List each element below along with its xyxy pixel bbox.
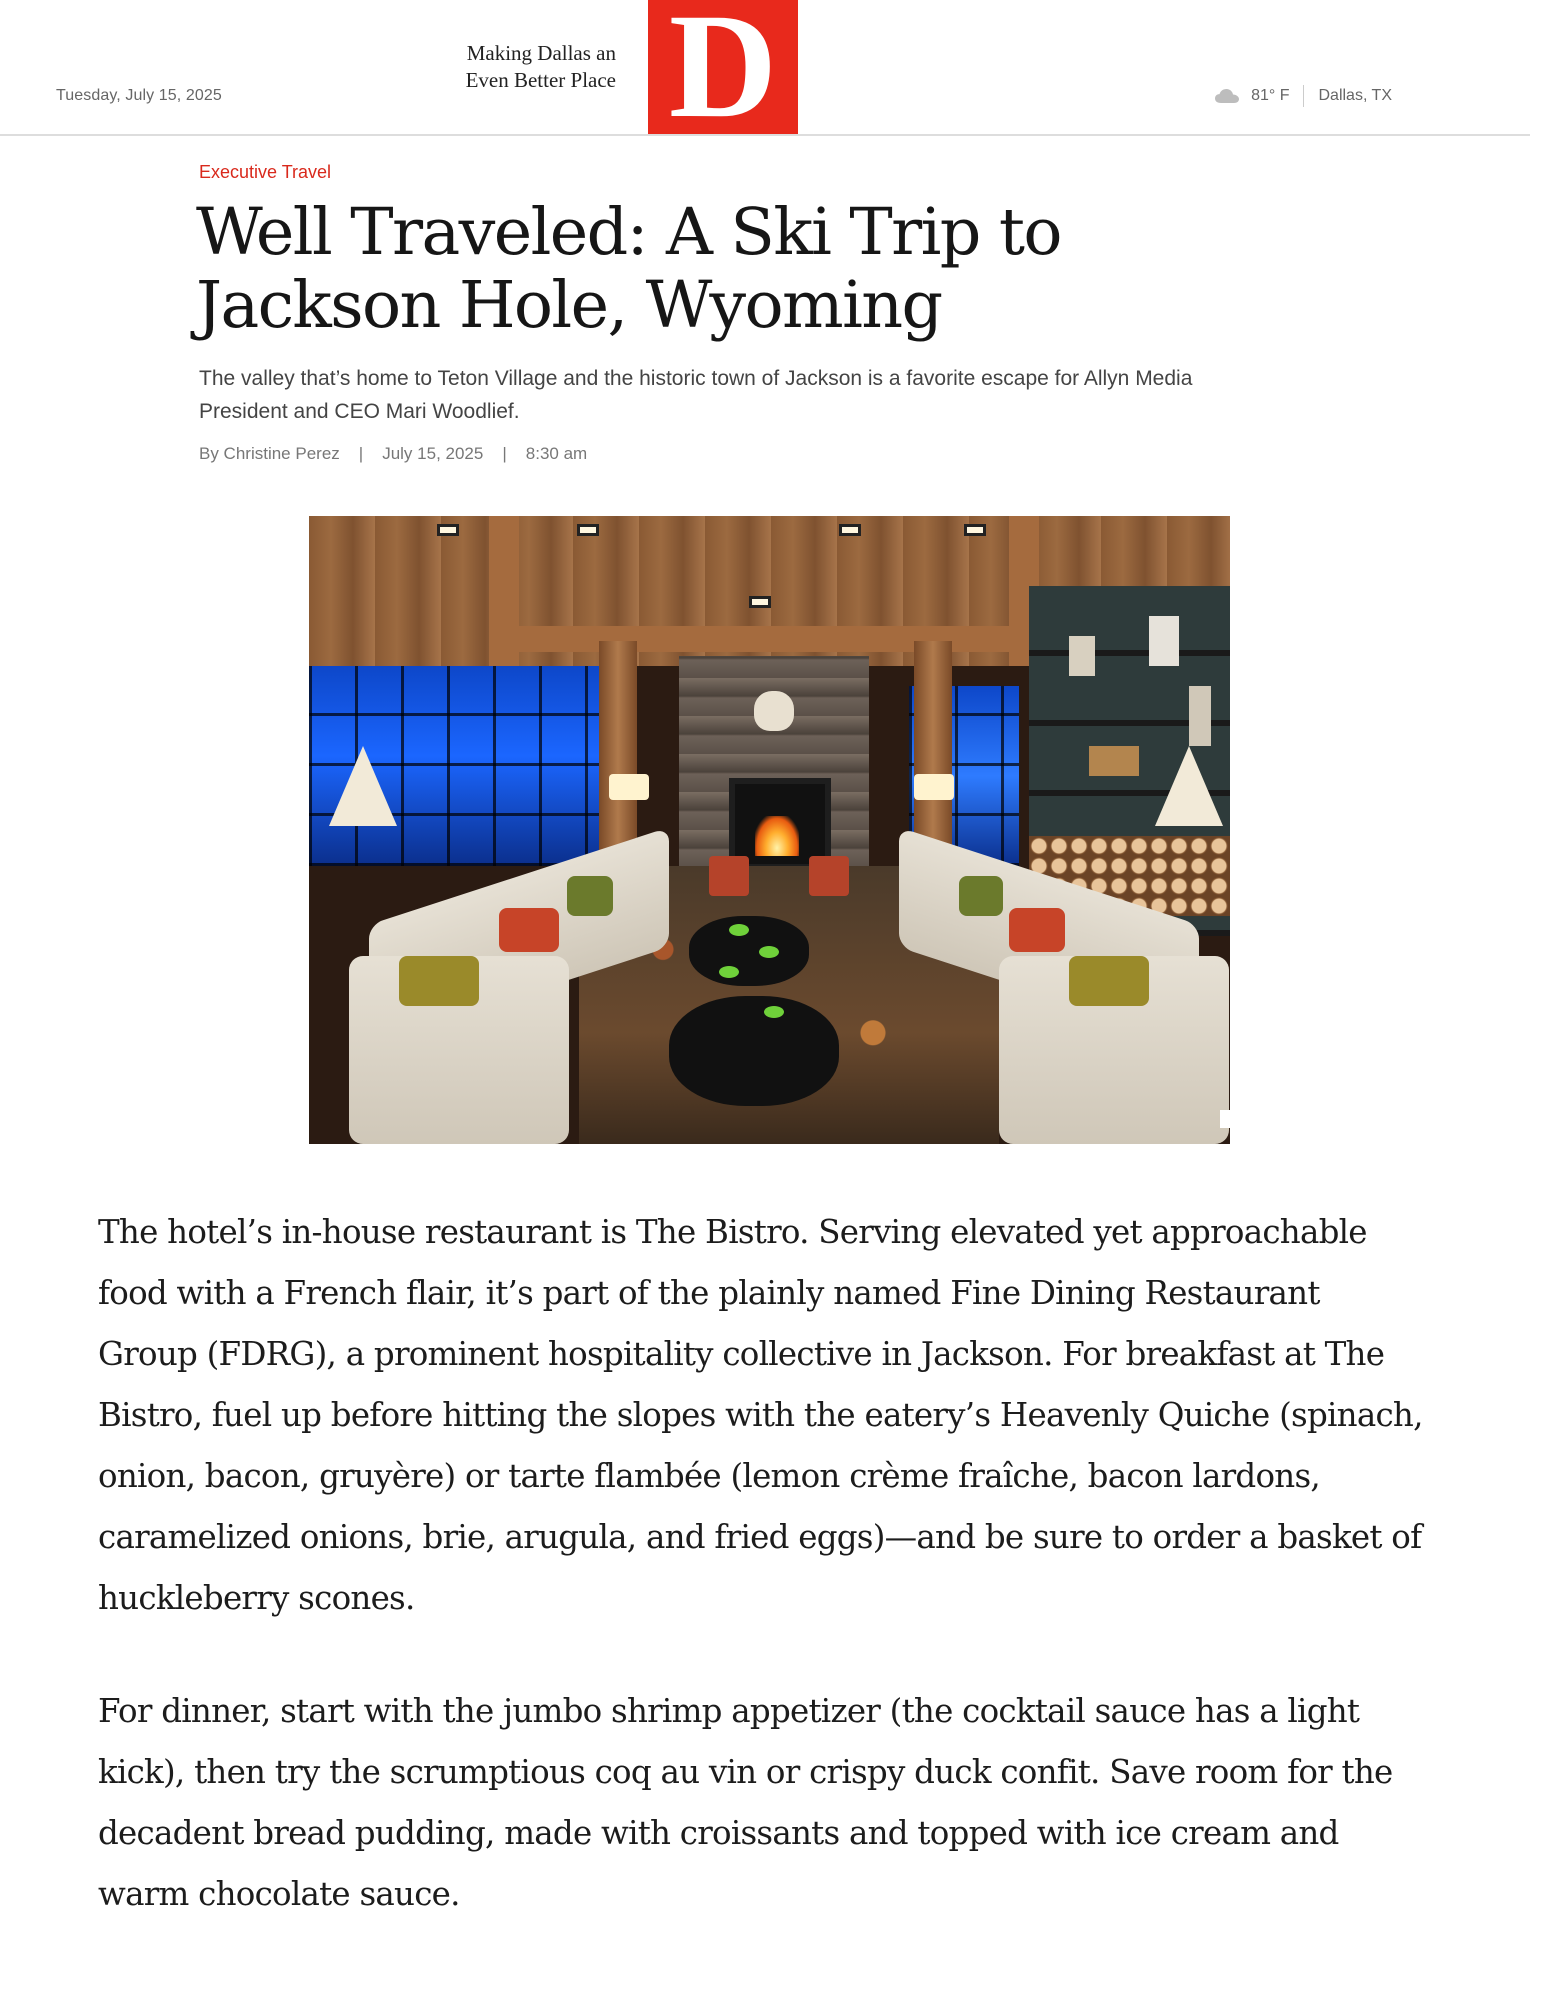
article-headline: Well Traveled: A Ski Trip to Jackson Hole, Wyoming <box>196 195 1061 343</box>
pillow <box>959 876 1003 916</box>
byline-separator: | <box>502 444 507 463</box>
shelf-art <box>1089 746 1139 776</box>
table-plant <box>764 1006 784 1018</box>
wall-sconce <box>914 774 954 800</box>
d-magazine-logo[interactable] <box>648 0 798 134</box>
header-date: Tuesday, July 15, 2025 <box>56 87 222 104</box>
table-plant <box>729 924 749 936</box>
temperature: 81° F <box>1251 87 1290 104</box>
publish-date: July 15, 2025 <box>382 444 484 463</box>
armchair <box>709 856 749 896</box>
byline-separator: | <box>358 444 364 463</box>
fire <box>755 816 799 856</box>
ceiling-light <box>577 524 599 536</box>
byline <box>199 444 587 464</box>
ceiling-light <box>964 524 986 536</box>
armchair <box>809 856 849 896</box>
location: Dallas, TX <box>1318 87 1392 104</box>
ceiling-light <box>437 524 459 536</box>
pillow <box>399 956 479 1006</box>
site-header <box>0 0 1530 136</box>
pillow <box>567 876 613 916</box>
ceiling-light <box>839 524 861 536</box>
logo-letter: D <box>668 0 778 134</box>
pillow <box>1009 908 1065 952</box>
pillow <box>499 908 559 952</box>
ceiling-beam <box>489 626 1039 652</box>
bison-skull <box>754 691 794 731</box>
photo-credit-tab <box>1220 1110 1230 1128</box>
hero-image <box>309 516 1230 1144</box>
cloud-icon <box>1215 89 1239 103</box>
floor-lamp-shade <box>1155 746 1223 826</box>
article-paragraph: The hotel’s in-house restaurant is The Bistro. Serving elevated yet approachable food with a French flair, it’s part of the plainly named Fine Dining Restaurant Group (FDRG), a prominent hospitality collective in Jackson. For breakfast at The Bistro, fuel up before hitting the slopes with the eatery’s Heavenly Quiche (spinach, onion, bacon, gruyère) or tarte flambée (lemon crème fraîche, bacon lardons, caramelized onions, brie, arugula, and fried eggs)—and be sure to order a basket of huckleberry scones. <box>98 1213 1423 1617</box>
coffee-table <box>669 996 839 1106</box>
category-link[interactable]: Executive Travel <box>199 162 332 182</box>
publish-time: 8:30 am <box>525 444 588 463</box>
weather-divider <box>1303 85 1304 107</box>
table-plant <box>759 946 779 958</box>
shelf-art <box>1069 636 1095 676</box>
article-dek: The valley that’s home to Teton Village and the historic town of Jackson is a favorite escape for Allyn Media President and CEO Mari Woodlief. <box>199 367 1193 423</box>
weather-widget <box>1215 85 1392 107</box>
ceiling-light <box>749 596 771 608</box>
table-plant <box>719 966 739 978</box>
wall-sconce <box>609 774 649 800</box>
shelf-art <box>1189 686 1211 746</box>
floor-lamp-shade <box>329 746 397 826</box>
site-tagline: Making Dallas an Even Better Place <box>465 41 616 92</box>
coffee-table <box>689 916 809 986</box>
author-link[interactable]: By Christine Perez <box>199 444 340 463</box>
article-paragraph: For dinner, start with the jumbo shrimp appetizer (the cocktail sauce has a light kick), then try the scrumptious coq au vin or crispy duck confit. Save room for the decadent bread pudding, made with croissants and topped with ice cream and warm chocolate sauce. <box>98 1692 1393 1913</box>
shelf-art <box>1149 616 1179 666</box>
pillow <box>1069 956 1149 1006</box>
